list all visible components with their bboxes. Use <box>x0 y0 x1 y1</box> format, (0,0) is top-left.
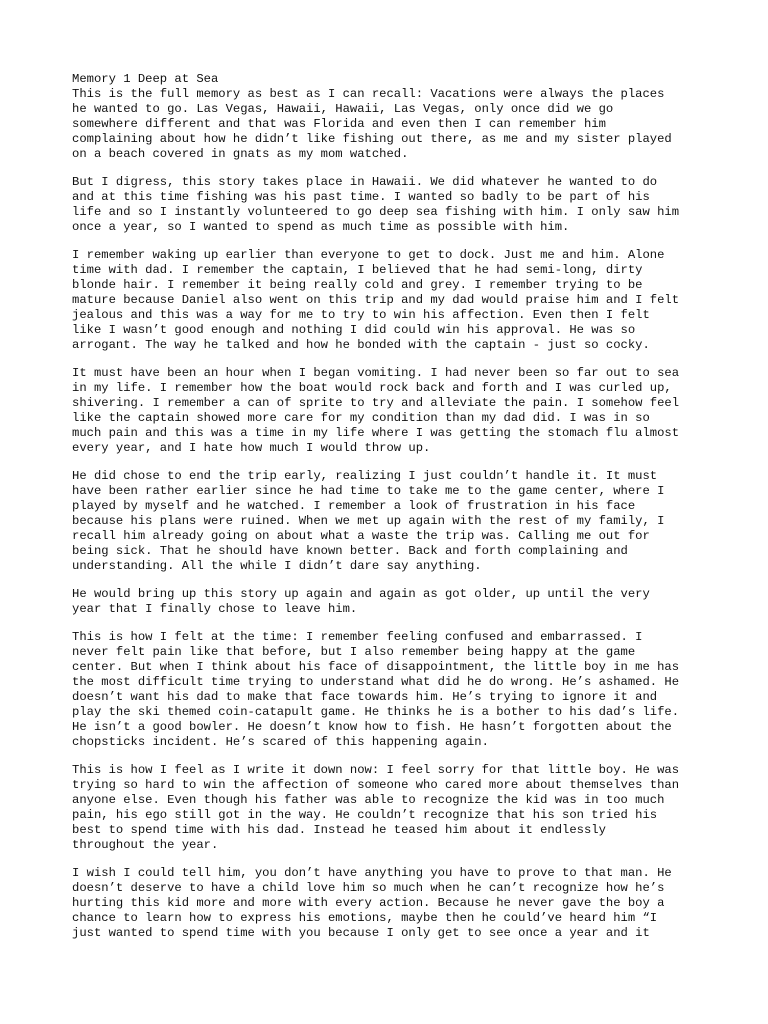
paragraph-9: I wish I could tell him, you don’t have anything you have to prove to that man. He doesn’t deserve to have a child love him so much when he can’t recognize how he’s hurting this kid more and more with every action. Because he never gave the boy a chance to learn how to express his emotions, maybe then he could’ve heard him “I just wanted to spend time with you because I only get to see once a year and it <box>72 866 672 940</box>
paragraph-6: He would bring up this story up again and again as got older, up until the very year that I finally chose to leave him. <box>72 587 650 616</box>
paragraph-2: But I digress, this story takes place in Hawaii. We did whatever he wanted to do and at this time fishing was his past time. I wanted so badly to be part of his life and so I instantly volunteered to go deep sea fishing with him. I only saw him once a year, so I wanted to spend as much time as possible with him. <box>72 175 680 234</box>
paragraph-7: This is how I felt at the time: I remember feeling confused and embarrassed. I never felt pain like that before, but I also remember being happy at the game center. But when I think about his face of disappointment, the little boy in me has the most difficult time trying to understand what did he do wrong. He’s ashamed. He doesn’t want his dad to make that face towards him. He’s trying to ignore it and play the ski themed coin-catapult game. He thinks he is a bother to his dad’s life. He isn’t a good bowler. He doesn’t know how to fish. He hasn’t forgotten about the chopsticks incident. He’s scared of this happening again. <box>72 630 680 749</box>
paragraph-4: It must have been an hour when I began vomiting. I had never been so far out to sea in my life. I remember how the boat would rock back and forth and I was curled up, shivering. I remember a can of sprite to try and alleviate the pain. I somehow feel like the captain showed more care for my condition than my dad did. I was in so much pain and this was a time in my life where I was getting the stomach flu almost every year, and I hate how much I would throw up. <box>72 366 680 455</box>
paragraph-5: He did chose to end the trip early, realizing I just couldn’t handle it. It must have been rather earlier since he had time to take me to the game center, where I played by myself and he watched. I remember a look of frustration in his face because his plans were ruined. When we met up again with the rest of my family, I recall him already going on about what a waste the trip was. Calling me out for being sick. That he should have known better. Back and forth complaining and understanding. All the while I didn’t dare say anything. <box>72 469 665 573</box>
paragraph-3: I remember waking up earlier than everyone to get to dock. Just me and him. Alone time with dad. I remember the captain, I believed that he had semi-long, dirty blonde hair. I remember it being really cold and grey. I remember trying to be mature because Daniel also went on this trip and my dad would praise him and I felt jealous and this was a way for me to try to win his affection. Even then I felt like I wasn’t good enough and nothing I did could win his approval. He was so arrogant. The way he talked and how he bonded with the captain - just so cocky. <box>72 248 680 352</box>
document-page <box>72 72 712 954</box>
paragraph-1: This is the full memory as best as I can recall: Vacations were always the places he wanted to go. Las Vegas, Hawaii, Hawaii, Las Vegas, only once did we go somewhere different and that was Florida and even then I can remember him complaining about how he didn’t like fishing out there, as me and my sister played on a beach covered in gnats as my mom watched. <box>72 87 672 161</box>
paragraph-8: This is how I feel as I write it down now: I feel sorry for that little boy. He was trying so hard to win the affection of someone who cared more about themselves than anyone else. Even though his father was able to recognize the kid was in too much pain, his ego still got in the way. He couldn’t recognize that his son tried his best to spend time with his dad. Instead he teased him about it endlessly throughout the year. <box>72 763 680 852</box>
document-title: Memory 1 Deep at Sea <box>72 72 219 86</box>
